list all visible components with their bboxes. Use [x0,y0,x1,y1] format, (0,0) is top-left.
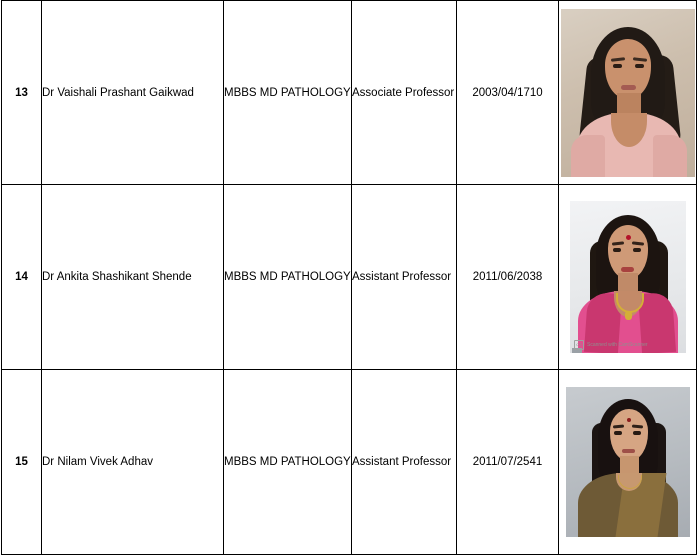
cell-photo [559,185,697,370]
lips [622,449,635,453]
cell-qualification: MBBS MD PATHOLOGY [224,370,352,555]
camscanner-watermark [574,340,648,350]
cell-sr-no: 14 [2,185,42,370]
sleeve-right [653,135,687,177]
faculty-portrait-photo [561,9,695,177]
cell-sr-no: 13 [2,1,42,185]
eye-right [633,431,641,435]
cell-name: Dr Nilam Vivek Adhav [42,370,224,555]
cell-designation: Assistant Professor [352,370,457,555]
cell-photo [559,1,697,185]
eye-left [613,64,622,68]
neck [618,273,638,293]
cell-date: 2011/07/2541 [457,370,559,555]
face [610,409,648,461]
cell-photo [559,370,697,555]
sleeve-left [571,135,605,177]
cell-date: 2011/06/2038 [457,185,559,370]
lips [621,267,634,272]
table-row [2,370,697,555]
cell-designation: Assistant Professor [352,185,457,370]
cell-name: Dr Vaishali Prashant Gaikwad [42,1,224,185]
cell-qualification: MBBS MD PATHOLOGY [224,1,352,185]
faculty-portrait-photo [566,387,690,537]
neck [617,93,641,115]
eye-right [633,248,641,252]
lips [621,85,636,90]
cell-date: 2003/04/1710 [457,1,559,185]
cell-name: Dr Ankita Shashikant Shende [42,185,224,370]
bindi [626,235,631,240]
photo-wrapper [559,1,697,184]
camscanner-watermark-label: Scanned with CamScanner [587,342,648,348]
cell-designation: Associate Professor [352,1,457,185]
camscanner-badge-icon: CS [574,340,584,350]
face [605,39,651,99]
pendant [625,311,632,320]
eye-left [614,431,622,435]
faculty-table [1,0,697,555]
eye-right [635,64,644,68]
faculty-table-body [2,1,697,555]
photo-wrapper [559,185,697,369]
table-row [2,185,697,370]
table-row [2,1,697,185]
eye-left [613,248,621,252]
bindi [627,418,631,422]
cell-qualification: MBBS MD PATHOLOGY [224,185,352,370]
faculty-portrait-photo [570,201,686,353]
cell-sr-no: 15 [2,370,42,555]
photo-wrapper [559,370,697,554]
